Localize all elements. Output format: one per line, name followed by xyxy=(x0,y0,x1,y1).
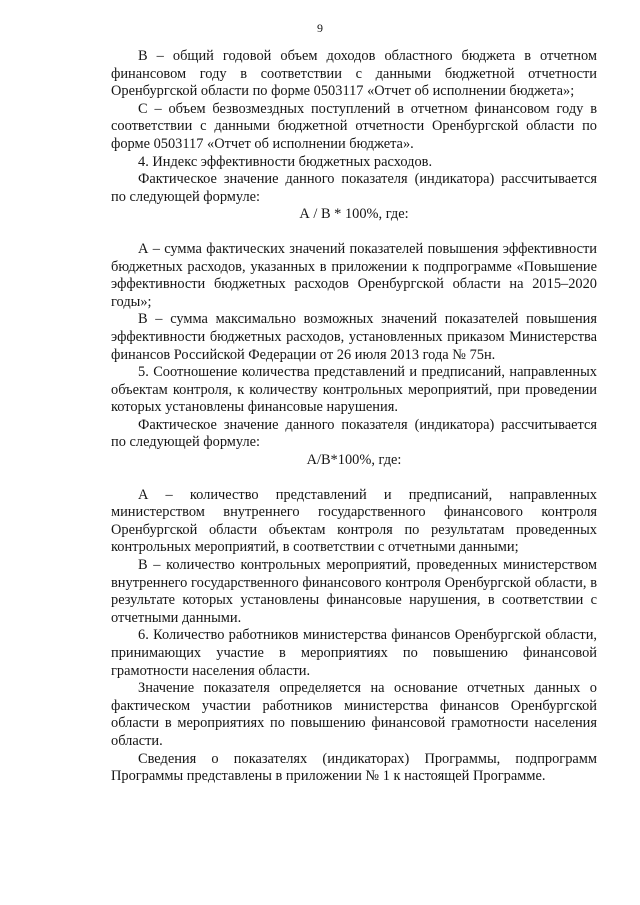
paragraph-b-definition-4: В – сумма максимально возможных значений показателей повышения эффективности бюджетных расходов, установленных приказом Министерства финансов Российской Федерации от 26 июля 2013 года № 75н. xyxy=(111,311,597,363)
document-body xyxy=(111,48,597,786)
spacer xyxy=(111,224,597,241)
section-5-heading: 5. Соотношение количества представлений и предписаний, направленных объектам контроля, к количеству контрольных мероприятий, при проведении которых установлены финансовые нарушения. xyxy=(111,364,597,416)
paragraph-a-definition-5: А – количество представлений и предписаний, направленных министерством внутреннего государственного финансового контроля Оренбургской области объектам контроля по результатам проведенных контрольных мероприятий, в соответствии с отчетными данными; xyxy=(111,486,597,556)
spacer xyxy=(111,470,597,487)
formula-intro-5: Фактическое значение данного показателя (индикатора) рассчитывается по следующей формуле: xyxy=(111,416,597,451)
paragraph-b-definition: В – общий годовой объем доходов областного бюджета в отчетном финансовом году в соответствии с данными бюджетной отчетности Оренбургской области по форме 0503117 «Отчет об исполнении бюджета»; xyxy=(111,48,597,100)
page-number: 9 xyxy=(317,21,323,35)
section-6-heading: 6. Количество работников министерства финансов Оренбургской области, принимающих участие в мероприятиях по повышению финансовой грамотности населения области. xyxy=(111,627,597,679)
section-4-heading: 4. Индекс эффективности бюджетных расходов. xyxy=(138,153,433,170)
paragraph-indicator-value: Значение показателя определяется на основание отчетных данных о фактическом участии работников министерства финансов Оренбургской области в мероприятиях по повышению финансовой грамотности населения области. xyxy=(111,680,597,749)
formula-5: А/В*100%, где: xyxy=(306,452,402,469)
paragraph-a-definition-4: А – сумма фактических значений показателей повышения эффективности бюджетных расходов, указанных в приложении к подпрограмме «Повышение эффективности бюджетных расходов Оренбургской области на 2015–2020 годы»; xyxy=(111,240,597,310)
formula-intro-4: Фактическое значение данного показателя (индикатора) рассчитывается по следующей формуле: xyxy=(111,171,597,205)
paragraph-b-definition-5: В – количество контрольных мероприятий, проведенных министерством внутреннего государственного финансового контроля Оренбургской области, в результате которых установлены финансовые нарушения, в соответствии с отчетными данными. xyxy=(111,557,597,626)
formula-4: А / В * 100%, где: xyxy=(299,206,409,223)
paragraph-c-definition: С – объем безвозмездных поступлений в отчетном финансовом году в соответствии с данными бюджетной отчетности Оренбургской области по форме 0503117 «Отчет об исполнении бюджета». xyxy=(111,100,597,152)
paragraph-indicators-info: Сведения о показателях (индикаторах) Программы, подпрограмм Программы представлены в приложении № 1 к настоящей Программе. xyxy=(111,750,597,785)
